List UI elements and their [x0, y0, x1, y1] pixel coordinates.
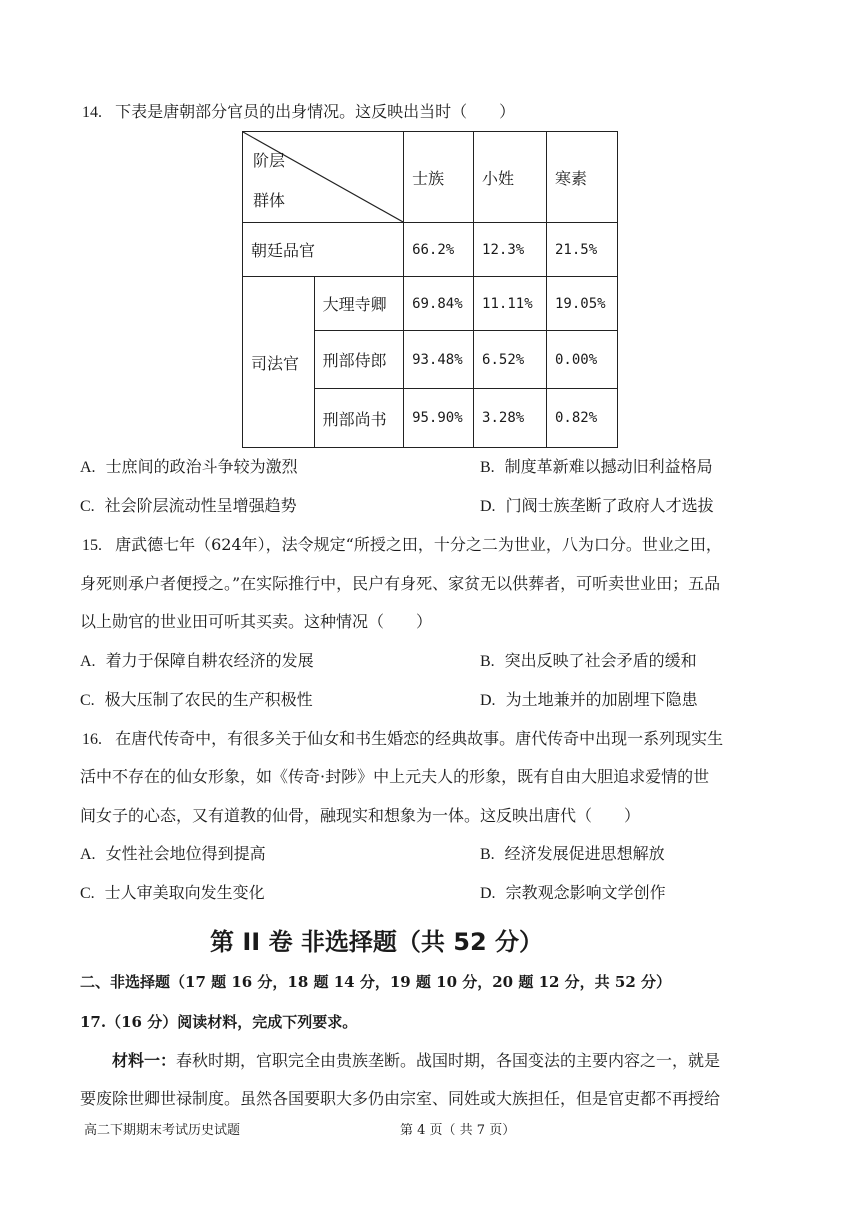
- table-cell: 0.00%: [546, 331, 617, 389]
- option-key: C.: [80, 692, 95, 709]
- table-cell: 69.84%: [404, 277, 474, 331]
- q15-number: 15.: [82, 537, 102, 554]
- material-line-1: [112, 1050, 720, 1072]
- q16-number: 16.: [82, 731, 102, 748]
- q16-line-2: 活中不存在的仙女形象，如《传奇·封陟》中上元夫人的形象，既有自由大胆追求爱情的世: [80, 767, 710, 786]
- q14-option-d: [480, 495, 714, 518]
- q16-option-c: [80, 882, 265, 905]
- table-cell: 11.11%: [474, 277, 547, 331]
- q16-line-1: [82, 728, 723, 751]
- table-cell: 19.05%: [546, 277, 617, 331]
- q16-option-d: [480, 882, 666, 905]
- q15-option-d: [480, 689, 698, 712]
- col-header: 寒素: [546, 132, 617, 223]
- material-line-2: 要废除世卿世禄制度。虽然各国要职大多仍由宗室、同姓或大族担任，但是官吏都不再授给: [80, 1089, 721, 1108]
- q14-text: 下表是唐朝部分官员的出身情况。这反映出当时（ ）: [115, 102, 516, 121]
- option-text: 突出反映了社会矛盾的缓和: [504, 651, 697, 670]
- row-sublabel: 刑部尚书: [314, 389, 403, 448]
- corner-top-label: 阶层: [253, 151, 286, 170]
- option-text: 士人审美取向发生变化: [104, 883, 265, 902]
- col-header: 小姓: [474, 132, 547, 223]
- q14-option-c: [80, 495, 297, 518]
- q15-option-c: [80, 689, 313, 712]
- row-sublabel: 刑部侍郎: [314, 331, 403, 389]
- option-key: B.: [480, 846, 495, 863]
- option-text: 士庶间的政治斗争较为激烈: [105, 457, 298, 476]
- q14-option-b: [480, 456, 713, 479]
- q15-line-1: [82, 534, 722, 557]
- table-cell: 95.90%: [404, 389, 474, 448]
- table-cell: 66.2%: [404, 223, 474, 277]
- option-key: C.: [80, 498, 95, 515]
- option-text: 着力于保障自耕农经济的发展: [105, 651, 314, 670]
- table-cell: 21.5%: [546, 223, 617, 277]
- table-cell: 6.52%: [474, 331, 547, 389]
- q15-option-a: [80, 650, 314, 673]
- option-key: A.: [80, 459, 96, 476]
- row-sublabel: 大理寺卿: [314, 277, 403, 331]
- option-text: 为土地兼并的加剧埋下隐患: [505, 690, 698, 709]
- q15-line-2: 身死则承户者便授之。”在实际推行中，民户有身死、家贫无以供葬者，可听卖世业田；五品: [80, 574, 721, 593]
- q16-line-3: 间女子的心态，又有道教的仙骨，融现实和想象为一体。这反映出唐代（ ）: [80, 806, 641, 825]
- option-key: A.: [80, 846, 96, 863]
- q14-stem: [82, 101, 515, 124]
- footer-exam-title: 高二下期期末考试历史试题: [84, 1123, 241, 1138]
- option-key: D.: [480, 885, 496, 902]
- option-key: C.: [80, 885, 95, 902]
- q16-option-b: [480, 843, 665, 866]
- option-text: 经济发展促进思想解放: [504, 844, 665, 863]
- table-cell: 0.82%: [546, 389, 617, 448]
- q16-option-a: [80, 843, 266, 866]
- table-cell: 12.3%: [474, 223, 547, 277]
- table-cell: 93.48%: [404, 331, 474, 389]
- q14-table: [242, 131, 618, 448]
- material-label: 材料一：: [112, 1051, 177, 1070]
- option-key: B.: [480, 653, 495, 670]
- section-title: 第 II 卷 非选择题（共 52 分）: [210, 928, 544, 956]
- row-label-court: 朝廷品官: [243, 223, 404, 277]
- q16-text: 在唐代传奇中，有很多关于仙女和书生婚恋的经典故事。唐代传奇中出现一系列现实生: [115, 729, 724, 748]
- corner-bottom-label: 群体: [253, 191, 286, 210]
- table-corner-cell: [243, 132, 404, 223]
- section-heading: 二、非选择题（17 题 16 分，18 题 14 分，19 题 10 分，20 题 12 分，共 52 分）: [80, 973, 671, 991]
- option-text: 门阀士族垄断了政府人才选拔: [505, 496, 714, 515]
- q15-text: 唐武德七年（624年），法令规定“所授之田，十分之二为世业，八为口分。世业之田，: [115, 535, 722, 554]
- option-key: D.: [480, 692, 496, 709]
- q14-number: 14.: [82, 104, 102, 121]
- q17-heading: 17.（16 分）阅读材料，完成下列要求。: [80, 1013, 358, 1031]
- option-text: 宗教观念影响文学创作: [505, 883, 666, 902]
- q14-option-a: [80, 456, 298, 479]
- option-key: A.: [80, 653, 96, 670]
- q15-line-3: 以上勋官的世业田可听其买卖。这种情况（ ）: [80, 612, 433, 631]
- option-text: 女性社会地位得到提高: [105, 844, 266, 863]
- option-key: D.: [480, 498, 496, 515]
- table-cell: 3.28%: [474, 389, 547, 448]
- row-label-judicial: 司法官: [243, 277, 315, 448]
- q15-option-b: [480, 650, 697, 673]
- material-text: 春秋时期，官职完全由贵族垄断。战国时期，各国变法的主要内容之一，就是: [176, 1051, 721, 1070]
- option-key: B.: [480, 459, 495, 476]
- option-text: 社会阶层流动性呈增强趋势: [104, 496, 297, 515]
- option-text: 极大压制了农民的生产积极性: [104, 690, 313, 709]
- col-header: 士族: [404, 132, 474, 223]
- option-text: 制度革新难以撼动旧利益格局: [504, 457, 713, 476]
- footer-page-number: 第 4 页（ 共 7 页）: [400, 1123, 516, 1138]
